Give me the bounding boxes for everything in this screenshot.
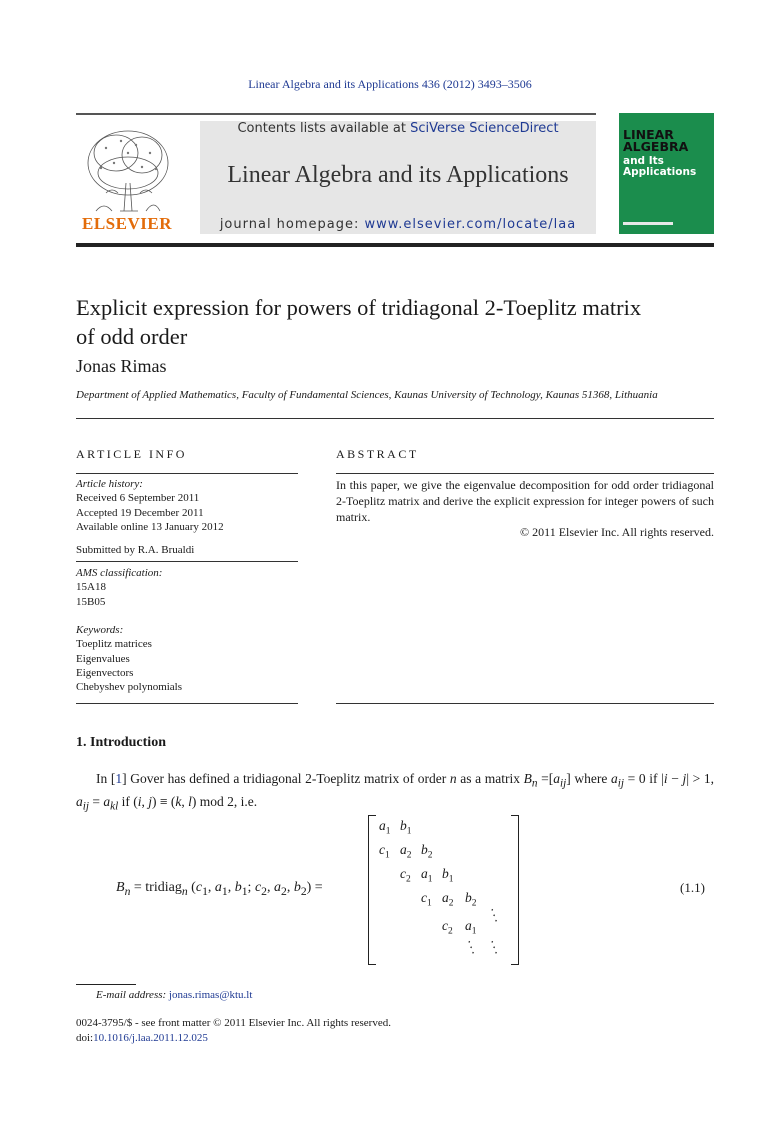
equation-number: (1.1) xyxy=(680,880,705,895)
keywords-label: Keywords: xyxy=(76,624,124,636)
available-date: Available online 13 January 2012 xyxy=(76,520,224,533)
matrix-ellipsis: ⋱ xyxy=(485,938,503,956)
paper-title-line1: Explicit expression for powers of tridiagonal 2-Toeplitz matrix xyxy=(76,295,642,320)
paper-title-line2: of odd order xyxy=(76,324,188,349)
history-label: Article history: xyxy=(76,478,143,490)
publisher-name: ELSEVIER xyxy=(82,214,172,233)
abstract-copyright: © 2011 Elsevier Inc. All rights reserved. xyxy=(520,525,714,539)
footnote-rule xyxy=(76,984,136,985)
doi-line xyxy=(76,1032,208,1044)
matrix-entry: $a_1$ xyxy=(421,866,433,885)
keyword: Toeplitz matrices xyxy=(76,638,152,651)
keyword: Chebyshev polynomials xyxy=(76,681,183,694)
contents-line xyxy=(200,121,596,136)
article-history xyxy=(76,477,224,534)
keyword: Eigenvalues xyxy=(76,652,130,665)
ams-code: 15A18 xyxy=(76,581,106,594)
matrix-bracket-right xyxy=(511,815,519,965)
matrix-entry: $c_1$ xyxy=(421,890,432,909)
reference-link[interactable]: 1 xyxy=(115,771,123,786)
matrix-entry: $b_1$ xyxy=(442,866,454,885)
matrix-entry: $a_2$ xyxy=(400,842,412,861)
matrix-entry: $c_2$ xyxy=(442,918,453,937)
ams-code: 15B05 xyxy=(76,595,106,608)
matrix-entry: $b_2$ xyxy=(465,890,477,909)
matrix-bracket-left xyxy=(368,815,376,965)
accepted-date: Accepted 19 December 2011 xyxy=(76,506,204,519)
header-rule-top xyxy=(76,113,596,115)
section-heading: 1. Introduction xyxy=(76,735,166,750)
cover-title-line1: LINEAR xyxy=(623,127,674,142)
email-footnote xyxy=(96,989,252,1001)
homepage-link[interactable]: www.elsevier.com/locate/laa xyxy=(364,217,577,232)
keyword: Eigenvectors xyxy=(76,666,134,679)
doi-link[interactable]: 10.1016/j.laa.2011.12.025 xyxy=(93,1032,208,1044)
divider xyxy=(336,703,714,704)
homepage-line xyxy=(200,217,596,232)
homepage-prefix: journal homepage: xyxy=(219,217,365,232)
journal-cover xyxy=(619,113,714,234)
journal-name: Linear Algebra and its Applications xyxy=(227,162,569,188)
email-label: E-mail address: xyxy=(96,989,169,1001)
cover-subtitle-line2: Applications xyxy=(623,166,697,178)
divider xyxy=(336,473,714,474)
email-link[interactable]: jonas.rimas@ktu.lt xyxy=(168,989,253,1001)
matrix-ellipsis: ⋱ xyxy=(485,906,503,924)
author-name: Jonas Rimas xyxy=(76,356,167,376)
cover-title-line2: ALGEBRA xyxy=(623,139,689,154)
matrix-entry: $b_1$ xyxy=(400,818,412,837)
matrix-entry: $c_2$ xyxy=(400,866,411,885)
ams-label: AMS classification: xyxy=(76,567,163,579)
sciencedirect-link[interactable]: SciVerse ScienceDirect xyxy=(410,121,559,136)
matrix-entry: $c_1$ xyxy=(379,842,390,861)
divider xyxy=(76,561,298,562)
matrix-entry: $a_1$ xyxy=(379,818,391,837)
cover-subtitle-line1: and Its xyxy=(623,155,664,167)
equation-lhs: $B_n$ = tridiag$_n$ ($c_1$, $a_1$, $b_1$; $c_2$, $a_2$, $b_2$) = xyxy=(116,880,323,898)
abstract-heading: ABSTRACT xyxy=(336,447,419,461)
cover-subtitle xyxy=(623,156,696,178)
submitted-by: Submitted by R.A. Brualdi xyxy=(76,544,195,556)
matrix-ellipsis: ⋱ xyxy=(462,938,480,956)
cover-title xyxy=(623,129,688,153)
divider xyxy=(76,703,298,704)
received-date: Received 6 September 2011 xyxy=(76,492,200,505)
divider xyxy=(76,473,298,474)
matrix-entry: $a_1$ xyxy=(465,918,477,937)
matrix-entry: $b_2$ xyxy=(421,842,433,861)
cover-strip xyxy=(623,222,673,225)
keywords xyxy=(76,623,182,694)
journal-citation[interactable]: Linear Algebra and its Applications 436 (2012) 3493–3506 xyxy=(248,77,532,91)
contents-prefix: Contents lists available at xyxy=(237,121,411,136)
paper-title xyxy=(76,293,726,351)
ams-classification xyxy=(76,566,162,609)
author-affiliation: Department of Applied Mathematics, Faculty of Fundamental Sciences, Kaunas University of Technology, Kaunas 51368, Lithuania xyxy=(76,389,658,401)
header-rule-bottom xyxy=(76,243,714,247)
issn-line: 0024-3795/$ - see front matter © 2011 Elsevier Inc. All rights reserved. xyxy=(76,1017,391,1029)
divider xyxy=(76,418,714,419)
doi-label: doi: xyxy=(76,1032,94,1044)
article-info-heading: ARTICLE INFO xyxy=(76,447,187,461)
intro-paragraph: In [1] Gover has defined a tridiagonal 2-Toeplitz matrix of order n as a matrix $B_n =[a_{ij}]$ where $a_{ij} = 0$ if |i − j| > 1, $a_{ij} = a_{kl}$ if (i, j) ≡ (k, l) mod 2, i.e. xyxy=(76,771,715,813)
abstract-text: In this paper, we give the eigenvalue decomposition for odd order tridiagonal 2-Toeplitz matrix and derive the explicit expression for integer powers of such matrix. xyxy=(336,478,714,524)
matrix-entry: $a_2$ xyxy=(442,890,454,909)
